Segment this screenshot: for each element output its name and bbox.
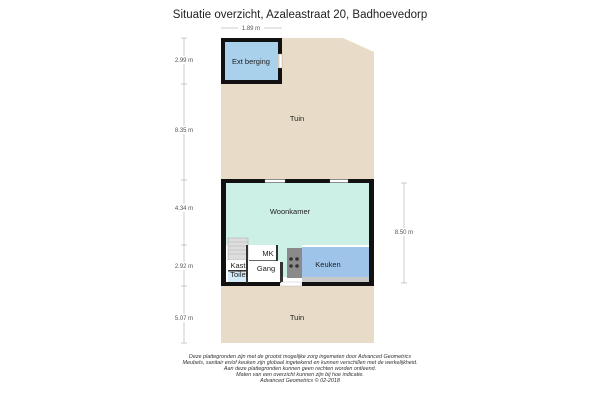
dimension-left-2: 8.35 m [174, 128, 194, 134]
ext-berging-wall [278, 38, 282, 54]
interior-wall [280, 262, 283, 283]
ext-berging-label: Ext berging [232, 57, 270, 66]
woonkamer-label: Woonkamer [269, 207, 311, 216]
ext-berging-wall [221, 80, 282, 84]
interior-wall [249, 260, 276, 261]
tuin-back-label: Tuin [289, 114, 305, 123]
keuken-label: Keuken [315, 260, 341, 269]
house-wall [221, 180, 226, 285]
page-title: Situatie overzicht, Azaleastraat 20, Badhoevedorp [172, 9, 428, 21]
toilet-label: Toilet [230, 270, 248, 279]
disclaimer-line: Meubels, sanitair en/of keuken zijn globaal ingetekend en kunnen verschillen met de werkelijkheid. [182, 360, 418, 367]
dimension-left-4: 2.92 m [174, 264, 194, 270]
kitchen-counter [287, 248, 302, 278]
house-wall [369, 180, 374, 285]
window [330, 180, 348, 183]
dimension-left-1: 2.99 m [174, 58, 194, 64]
house-wall [221, 179, 374, 183]
disclaimer [120, 354, 480, 384]
disclaimer-line: Aan deze plattegronden kunnen geen rechten worden ontleend. [223, 366, 377, 373]
ext-berging-wall [221, 38, 225, 84]
dimension-top-width: 1.89 m [241, 26, 261, 32]
disclaimer-line: Advanced Geometrics © 02-2018 [260, 378, 340, 385]
house-wall [302, 282, 374, 286]
mk-label: MK [262, 249, 274, 258]
ext-berging-wall [221, 38, 282, 42]
dimension-left-5: 5.07 m [174, 316, 194, 322]
interior-wall [276, 245, 278, 261]
ext-berging-door [279, 54, 282, 68]
dimension-right: 8.50 m [394, 230, 414, 236]
ext-berging-wall [278, 68, 282, 84]
disclaimer-line: Maten van een overzicht kunnen zijn bij hoe indicatie. [236, 372, 364, 379]
tuin-front-label: Tuin [289, 313, 305, 322]
disclaimer-line: Deze plattegronden zijn met de grootst mogelijke zorg ingemeten door Advanced Geometrics [188, 354, 412, 360]
kast-label: Kast [230, 261, 246, 270]
house-wall [221, 282, 280, 286]
front-door [281, 282, 301, 286]
dimension-left-3: 4.34 m [174, 206, 194, 212]
window [265, 180, 285, 183]
stairs [228, 238, 248, 260]
gang-label: Gang [256, 264, 276, 273]
